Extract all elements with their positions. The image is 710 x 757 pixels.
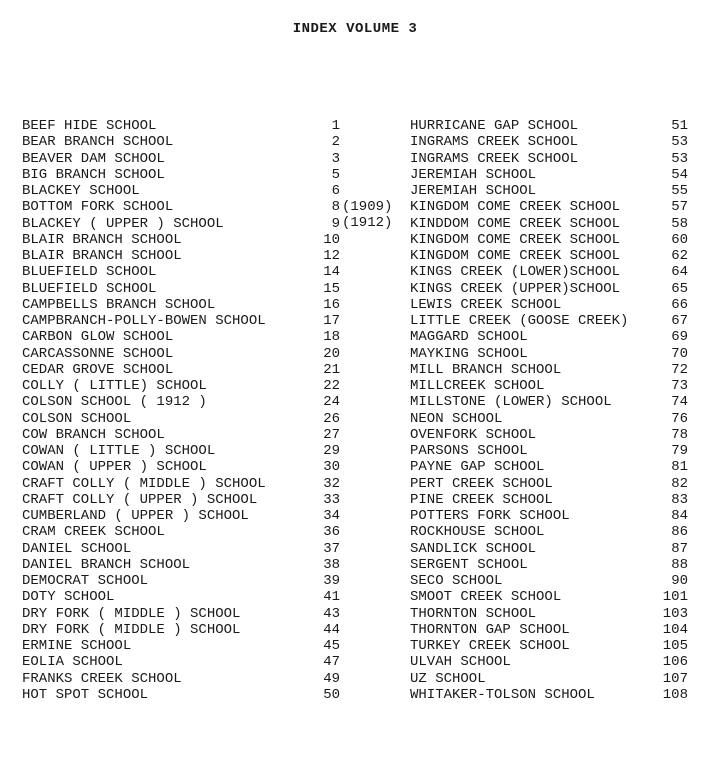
entry-name: MAYKING SCHOOL xyxy=(410,345,528,362)
entry-page-number: 104 xyxy=(662,621,688,638)
entry-page-number: 53 xyxy=(671,134,688,151)
entry-name: LEWIS CREEK SCHOOL xyxy=(410,296,562,313)
entry-name: KINGS CREEK (UPPER)SCHOOL xyxy=(410,280,621,297)
entry-page-number: 60 xyxy=(671,231,688,248)
index-entry xyxy=(22,264,340,280)
index-entry xyxy=(22,654,340,670)
index-entry xyxy=(22,427,340,443)
index-entry xyxy=(410,394,688,410)
index-entry xyxy=(410,508,688,524)
entry-page-number: 1 xyxy=(331,118,340,134)
index-entry xyxy=(22,281,340,297)
entry-name: KINGDOM COME CREEK SCHOOL xyxy=(410,231,621,248)
index-entry xyxy=(22,167,340,183)
index-entry xyxy=(22,573,340,589)
index-entry xyxy=(22,118,340,134)
entry-name: MAGGARD SCHOOL xyxy=(410,329,528,346)
entry-name: UZ SCHOOL xyxy=(410,670,486,687)
entry-page-number: 70 xyxy=(671,345,688,362)
page-title: INDEX VOLUME 3 xyxy=(292,21,418,37)
index-entry xyxy=(410,281,688,297)
entry-page-number: 15 xyxy=(323,280,340,297)
entry-page-number: 36 xyxy=(323,524,340,541)
index-entry xyxy=(22,589,340,605)
index-entry xyxy=(410,411,688,427)
entry-name: CRAFT COLLY ( MIDDLE ) SCHOOL xyxy=(22,475,266,492)
entry-name: MILLSTONE (LOWER) SCHOOL xyxy=(410,394,612,411)
entry-name: EOLIA SCHOOL xyxy=(22,654,123,671)
entry-page-number: 78 xyxy=(671,426,688,443)
entry-page-number: 53 xyxy=(671,150,688,167)
entry-page-number: 38 xyxy=(323,556,340,573)
index-entry xyxy=(410,573,688,589)
index-entry xyxy=(22,329,340,345)
entry-name: INGRAMS CREEK SCHOOL xyxy=(410,134,579,151)
entry-name: BLAIR BRANCH SCHOOL xyxy=(22,231,182,248)
index-entry xyxy=(22,313,340,329)
year-notes xyxy=(342,199,406,232)
entry-page-number: 43 xyxy=(323,605,340,622)
entry-name: COLSON SCHOOL ( 1912 ) xyxy=(22,394,207,411)
index-entry xyxy=(410,492,688,508)
entry-name: SMOOT CREEK SCHOOL xyxy=(410,589,562,606)
entry-name: BIG BRANCH SCHOOL xyxy=(22,166,165,183)
entry-page-number: 107 xyxy=(662,670,688,687)
entry-page-number: 24 xyxy=(323,394,340,411)
entry-page-number: 9 xyxy=(331,215,340,232)
entry-name: TURKEY CREEK SCHOOL xyxy=(410,638,570,654)
entry-name: INGRAMS CREEK SCHOOL xyxy=(410,150,579,167)
entry-page-number: 76 xyxy=(671,410,688,427)
entry-page-number: 27 xyxy=(323,426,340,443)
index-entry xyxy=(22,394,340,410)
index-entry xyxy=(410,264,688,280)
entry-page-number: 5 xyxy=(331,166,340,183)
entry-name: COW BRANCH SCHOOL xyxy=(22,426,165,443)
index-entry xyxy=(22,216,340,232)
index-entry xyxy=(410,443,688,459)
entry-page-number: 49 xyxy=(323,670,340,687)
entry-name: HOT SPOT SCHOOL xyxy=(22,686,149,703)
entry-page-number: 57 xyxy=(671,199,688,216)
index-entry xyxy=(410,524,688,540)
entry-name: CARBON GLOW SCHOOL xyxy=(22,329,174,346)
entry-name: ERMINE SCHOOL xyxy=(22,638,132,654)
entry-name: DANIEL SCHOOL xyxy=(22,540,132,557)
entry-page-number: 47 xyxy=(323,654,340,671)
index-entry xyxy=(22,524,340,540)
entry-name: KINDDOM COME CREEK SCHOOL xyxy=(410,215,621,232)
index-entry xyxy=(22,638,340,654)
entry-page-number: 45 xyxy=(323,638,340,654)
index-entry xyxy=(410,622,688,638)
entry-page-number: 69 xyxy=(671,329,688,346)
entry-name: DANIEL BRANCH SCHOOL xyxy=(22,556,191,573)
entry-page-number: 17 xyxy=(323,313,340,329)
entry-page-number: 6 xyxy=(331,183,340,199)
entry-name: COLSON SCHOOL xyxy=(22,410,132,427)
entry-name: COWAN ( LITTLE ) SCHOOL xyxy=(22,443,216,459)
entry-name: DOTY SCHOOL xyxy=(22,589,115,606)
index-entry xyxy=(410,557,688,573)
entry-name: MILL BRANCH SCHOOL xyxy=(410,361,562,378)
index-entry xyxy=(22,151,340,167)
entry-page-number: 54 xyxy=(671,166,688,183)
entry-page-number: 73 xyxy=(671,378,688,394)
entry-name: FRANKS CREEK SCHOOL xyxy=(22,670,182,687)
entry-name: CUMBERLAND ( UPPER ) SCHOOL xyxy=(22,508,249,524)
entry-name: CRAM CREEK SCHOOL xyxy=(22,524,165,541)
entry-page-number: 84 xyxy=(671,508,688,524)
index-entry xyxy=(22,557,340,573)
index-entry xyxy=(410,476,688,492)
entry-name: KINGS CREEK (LOWER)SCHOOL xyxy=(410,264,621,281)
entry-name: COLLY ( LITTLE) SCHOOL xyxy=(22,378,207,394)
entry-page-number: 58 xyxy=(671,215,688,232)
entry-page-number: 83 xyxy=(671,491,688,508)
index-entry xyxy=(410,346,688,362)
entry-name: BLACKEY SCHOOL xyxy=(22,183,140,199)
index-entry xyxy=(22,134,340,150)
entry-page-number: 103 xyxy=(662,605,688,622)
entry-page-number: 33 xyxy=(323,491,340,508)
entry-page-number: 72 xyxy=(671,361,688,378)
year-note: (1912) xyxy=(342,215,393,232)
entry-name: DRY FORK ( MIDDLE ) SCHOOL xyxy=(22,605,241,622)
entry-name: POTTERS FORK SCHOOL xyxy=(410,508,570,524)
entry-page-number: 50 xyxy=(323,686,340,703)
entry-name: WHITAKER-TOLSON SCHOOL xyxy=(410,686,595,703)
entry-name: BEAVER DAM SCHOOL xyxy=(22,150,165,167)
entry-page-number: 34 xyxy=(323,508,340,524)
entry-page-number: 39 xyxy=(323,573,340,589)
entry-page-number: 79 xyxy=(671,443,688,459)
index-entry xyxy=(410,459,688,475)
entry-name: LITTLE CREEK (GOOSE CREEK) xyxy=(410,313,629,329)
entry-page-number: 2 xyxy=(331,134,340,151)
entry-page-number: 12 xyxy=(323,248,340,264)
entry-name: PERT CREEK SCHOOL xyxy=(410,475,553,492)
index-entry xyxy=(22,443,340,459)
entry-page-number: 88 xyxy=(671,556,688,573)
index-entry xyxy=(22,606,340,622)
entry-page-number: 29 xyxy=(323,443,340,459)
entry-name: NEON SCHOOL xyxy=(410,410,503,427)
entry-name: BLACKEY ( UPPER ) SCHOOL xyxy=(22,215,224,232)
index-entry xyxy=(410,151,688,167)
entry-page-number: 65 xyxy=(671,280,688,297)
index-entry xyxy=(22,346,340,362)
index-entry xyxy=(22,476,340,492)
entry-page-number: 106 xyxy=(662,654,688,671)
entry-page-number: 74 xyxy=(671,394,688,411)
entry-page-number: 16 xyxy=(323,296,340,313)
entry-name: ULVAH SCHOOL xyxy=(410,654,511,671)
index-entry xyxy=(22,362,340,378)
entry-name: BOTTOM FORK SCHOOL xyxy=(22,199,174,216)
entry-page-number: 32 xyxy=(323,475,340,492)
index-entry xyxy=(22,687,340,703)
entry-page-number: 108 xyxy=(662,686,688,703)
entry-name: KINGDOM COME CREEK SCHOOL xyxy=(410,248,621,264)
entry-name: MILLCREEK SCHOOL xyxy=(410,378,545,394)
index-entry xyxy=(22,541,340,557)
entry-page-number: 14 xyxy=(323,264,340,281)
entry-page-number: 82 xyxy=(671,475,688,492)
entry-page-number: 18 xyxy=(323,329,340,346)
entry-page-number: 86 xyxy=(671,524,688,541)
index-entry xyxy=(410,118,688,134)
index-entry xyxy=(410,183,688,199)
index-entry xyxy=(410,541,688,557)
entry-page-number: 41 xyxy=(323,589,340,606)
entry-page-number: 105 xyxy=(662,638,688,654)
index-entry xyxy=(410,297,688,313)
entry-page-number: 8 xyxy=(331,199,340,216)
index-entry xyxy=(22,248,340,264)
entry-page-number: 30 xyxy=(323,459,340,476)
entry-name: CEDAR GROVE SCHOOL xyxy=(22,361,174,378)
index-entry xyxy=(22,411,340,427)
entry-name: OVENFORK SCHOOL xyxy=(410,426,537,443)
entry-name: THORNTON GAP SCHOOL xyxy=(410,621,570,638)
entry-name: CARCASSONNE SCHOOL xyxy=(22,345,174,362)
entry-page-number: 67 xyxy=(671,313,688,329)
entry-name: CAMPBRANCH-POLLY-BOWEN SCHOOL xyxy=(22,313,266,329)
year-note: (1909) xyxy=(342,199,393,215)
entry-name: BEEF HIDE SCHOOL xyxy=(22,118,157,134)
index-entry xyxy=(410,589,688,605)
index-column-right xyxy=(410,118,688,703)
index-entry xyxy=(410,134,688,150)
entry-name: SANDLICK SCHOOL xyxy=(410,540,537,557)
entry-page-number: 51 xyxy=(671,118,688,134)
entry-page-number: 3 xyxy=(331,150,340,167)
entry-page-number: 21 xyxy=(323,361,340,378)
index-entry xyxy=(410,313,688,329)
entry-name: PINE CREEK SCHOOL xyxy=(410,491,553,508)
index-entry xyxy=(410,654,688,670)
index-entry xyxy=(22,232,340,248)
entry-name: BEAR BRANCH SCHOOL xyxy=(22,134,174,151)
index-entry xyxy=(22,492,340,508)
index-entry xyxy=(22,183,340,199)
entry-name: CAMPBELLS BRANCH SCHOOL xyxy=(22,296,216,313)
index-entry xyxy=(22,199,340,215)
index-entry xyxy=(22,671,340,687)
entry-page-number: 37 xyxy=(323,540,340,557)
entry-name: BLAIR BRANCH SCHOOL xyxy=(22,248,182,264)
entry-page-number: 101 xyxy=(662,589,688,606)
index-entry xyxy=(410,427,688,443)
index-entry xyxy=(410,687,688,703)
entry-name: SERGENT SCHOOL xyxy=(410,556,528,573)
entry-name: THORNTON SCHOOL xyxy=(410,605,537,622)
index-entry xyxy=(22,459,340,475)
index-entry xyxy=(410,329,688,345)
entry-name: KINGDOM COME CREEK SCHOOL xyxy=(410,199,621,216)
index-entry xyxy=(410,362,688,378)
entry-page-number: 44 xyxy=(323,621,340,638)
index-entry xyxy=(410,606,688,622)
entry-page-number: 90 xyxy=(671,573,688,589)
index-entry xyxy=(410,232,688,248)
entry-name: PAYNE GAP SCHOOL xyxy=(410,459,545,476)
index-entry xyxy=(22,622,340,638)
index-entry xyxy=(410,638,688,654)
index-entry xyxy=(22,378,340,394)
entry-page-number: 20 xyxy=(323,345,340,362)
entry-name: SECO SCHOOL xyxy=(410,573,503,589)
entry-name: JEREMIAH SCHOOL xyxy=(410,183,537,199)
entry-page-number: 64 xyxy=(671,264,688,281)
entry-page-number: 81 xyxy=(671,459,688,476)
entry-name: DRY FORK ( MIDDLE ) SCHOOL xyxy=(22,621,241,638)
entry-name: DEMOCRAT SCHOOL xyxy=(22,573,149,589)
index-entry xyxy=(410,199,688,215)
entry-page-number: 26 xyxy=(323,410,340,427)
index-entry xyxy=(22,297,340,313)
entry-name: COWAN ( UPPER ) SCHOOL xyxy=(22,459,207,476)
entry-name: CRAFT COLLY ( UPPER ) SCHOOL xyxy=(22,491,258,508)
entry-page-number: 62 xyxy=(671,248,688,264)
entry-page-number: 22 xyxy=(323,378,340,394)
entry-name: PARSONS SCHOOL xyxy=(410,443,528,459)
index-entry xyxy=(410,167,688,183)
index-entry xyxy=(410,671,688,687)
index-entry xyxy=(410,378,688,394)
index-entry xyxy=(22,508,340,524)
index-entry xyxy=(410,248,688,264)
entry-name: ROCKHOUSE SCHOOL xyxy=(410,524,545,541)
entry-page-number: 55 xyxy=(671,183,688,199)
entry-name: HURRICANE GAP SCHOOL xyxy=(410,118,579,134)
entry-name: JEREMIAH SCHOOL xyxy=(410,166,537,183)
entry-page-number: 10 xyxy=(323,231,340,248)
entry-name: BLUEFIELD SCHOOL xyxy=(22,264,157,281)
entry-page-number: 66 xyxy=(671,296,688,313)
entry-name: BLUEFIELD SCHOOL xyxy=(22,280,157,297)
entry-page-number: 87 xyxy=(671,540,688,557)
index-entry xyxy=(410,216,688,232)
index-column-left xyxy=(22,118,340,703)
